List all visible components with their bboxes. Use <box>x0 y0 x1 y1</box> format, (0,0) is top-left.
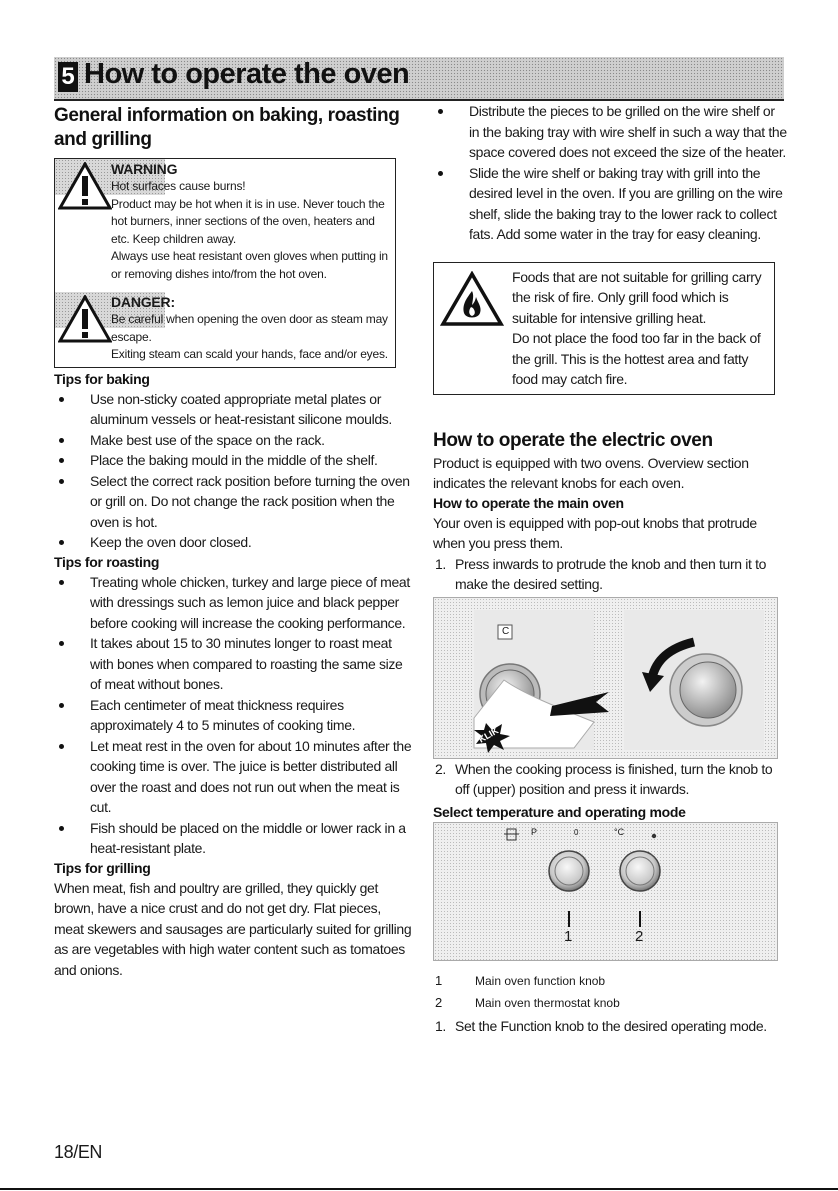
select-temperature-title: Select temperature and operating mode <box>433 803 686 820</box>
tips-grilling-text: When meat, fish and poultry are grilled, they quickly get brown, have a nice crust and do not get dry. Flat pieces, meat skewers and sausages are particularly suited for grilling as are vegetables with high water content such as tomatoes and onions. <box>54 879 412 978</box>
list-item: Place the baking mould in the middle of the shelf. <box>54 450 414 471</box>
list-item: Slide the wire shelf or baking tray with grill into the desired level in the oven. If you are grilling on the wire shelf, slide the baking tray to the lower rack to collect fats. Add some water in the tray for easy cleaning. <box>433 163 788 245</box>
general-info-heading: General information on baking, roasting and grilling <box>54 105 400 150</box>
tips-baking-title: Tips for baking <box>54 370 150 387</box>
panel-celsius-label: °C <box>614 826 625 837</box>
bottom-rule <box>0 1188 838 1190</box>
function-knob <box>549 851 589 891</box>
fire-warning-box <box>433 262 775 395</box>
danger-title: DANGER: <box>111 294 175 310</box>
warning-triangle-icon <box>58 162 112 210</box>
list-item: Distribute the pieces to be grilled on the wire shelf or in the baking tray with wire shelf in such a way that the space covered does not exceed the size of the heater. <box>433 101 788 163</box>
danger-alert <box>55 292 395 367</box>
list-item: Use non-sticky coated appropriate metal plates or aluminum vessels or heat-resistant silicone moulds. <box>54 389 414 430</box>
fire-hazard-icon <box>440 271 504 327</box>
page-number: 18/EN <box>54 1142 103 1162</box>
knob-illustration <box>433 597 778 759</box>
warning-box <box>54 158 396 368</box>
list-item: Each centimeter of meat thickness requires approximately 4 to 5 minutes of cooking time. <box>54 695 414 736</box>
list-item: 2. When the cooking process is finished, turn the knob to off (upper) position and press it inwards. <box>435 760 773 797</box>
list-item: Treating whole chicken, turkey and large piece of meat with dressings such as lemon juice and black pepper before cooking will increase the cooking performance. <box>54 572 414 634</box>
list-item: Let meat rest in the oven for about 10 minutes after the cooking time is over. The juice is better distributed all over the roast and does not run out when the meat is cut. <box>54 736 414 818</box>
list-item: Fish should be placed on the middle or lower rack in a heat-resistant plate. <box>54 818 414 859</box>
danger-line-1: Be careful when opening the oven door as steam may escape. <box>111 312 388 344</box>
list-item: Select the correct rack position before turning the oven or grill on. Do not change the rack position when the oven is hot. <box>54 471 414 533</box>
step-list-1 <box>433 554 788 595</box>
tips-baking-list <box>54 389 414 553</box>
panel-zero-label: 0 <box>574 827 579 837</box>
danger-triangle-icon <box>58 295 112 343</box>
legend-item: 2 Main oven thermostat knob <box>435 994 620 1010</box>
main-oven-title: How to operate the main oven <box>433 494 624 511</box>
warning-alert <box>55 159 395 286</box>
right-column <box>433 101 788 1036</box>
left-column <box>54 104 414 980</box>
warning-title: WARNING <box>111 161 178 177</box>
list-item: 1. Set the Function knob to the desired operating mode. <box>435 1017 767 1034</box>
list-item: Keep the oven door closed. <box>54 532 414 553</box>
oven-symbol-icon <box>504 829 519 840</box>
section-title: How to operate the oven <box>84 58 410 90</box>
callout-2: 2 <box>635 927 644 945</box>
list-item: Make best use of the space on the rack. <box>54 430 414 451</box>
electric-oven-intro: Product is equipped with two ovens. Overview section indicates the relevant knobs for each oven. <box>433 454 749 491</box>
warning-line-3: Always use heat resistant oven gloves when putting in or removing dishes into/from the hot oven. <box>111 249 388 281</box>
indicator-dot-icon <box>652 833 656 837</box>
grilling-bullets <box>433 101 788 245</box>
thermostat-knob <box>620 851 660 891</box>
main-oven-text: Your oven is equipped with pop-out knobs that protrude when you press them. <box>433 514 757 551</box>
c-label: C <box>502 625 510 637</box>
warning-line-1: Hot surfaces cause burns! <box>111 179 246 193</box>
tips-grilling-title: Tips for grilling <box>54 859 151 876</box>
tips-roasting-list <box>54 572 414 859</box>
legend-item: 1 Main oven function knob <box>435 972 606 988</box>
electric-oven-heading: How to operate the electric oven <box>433 429 713 451</box>
control-panel-illustration <box>433 822 778 961</box>
klik-text: KLIK <box>476 724 501 745</box>
tips-roasting-title: Tips for roasting <box>54 553 160 570</box>
step-list-3 <box>433 1016 788 1037</box>
list-item: It takes about 15 to 30 minutes longer to roast meat with bones when compared to roasting the same size of meat without bones. <box>54 633 414 695</box>
knob-legend <box>433 970 788 1014</box>
list-item: 1. Press inwards to protrude the knob and then turn it to make the desired setting. <box>435 555 767 592</box>
step-list-2 <box>433 759 788 800</box>
section-number: 5 <box>58 62 78 92</box>
section-header <box>54 57 784 101</box>
warning-line-2: Product may be hot when it is in use. Never touch the hot burners, inner sections of the oven, heaters and etc. Keep children away. <box>111 196 385 246</box>
fire-warning-text-2: Do not place the food too far in the back of the grill. This is the hottest area and fatty food may catch fire. <box>512 330 761 387</box>
callout-1: 1 <box>564 927 573 945</box>
panel-p-label: P <box>531 826 538 837</box>
danger-line-2: Exiting steam can scald your hands, face and/or eyes. <box>111 347 388 361</box>
fire-warning-text-1: Foods that are not suitable for grilling carry the risk of fire. Only grill food which is suitable for intensive grilling heat. <box>512 268 762 326</box>
